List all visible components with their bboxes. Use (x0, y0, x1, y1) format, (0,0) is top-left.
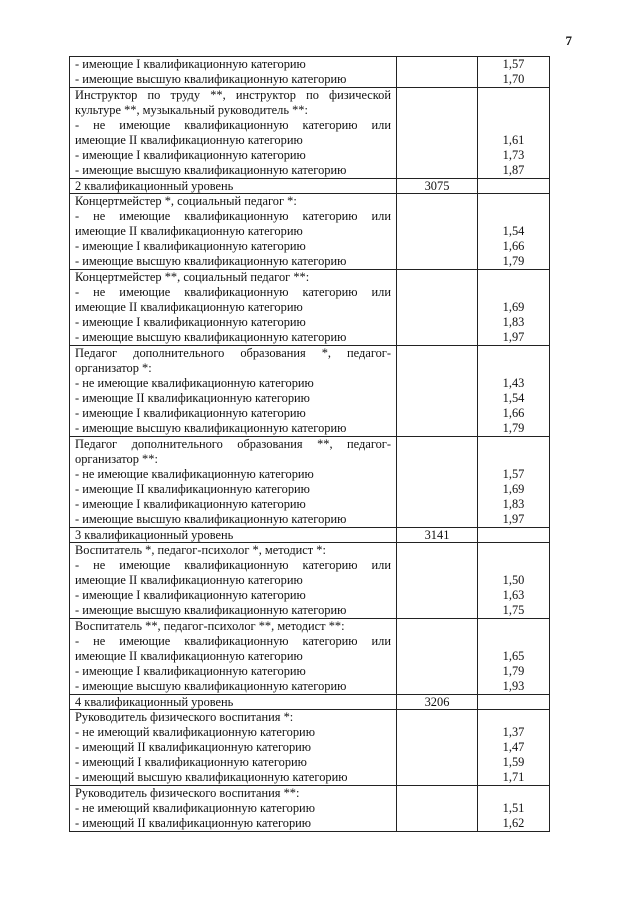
coefficient-cell (478, 88, 550, 179)
category-line: - имеющий высшую квалификационную категорию (75, 770, 348, 784)
coefficient-value: 1,83 (502, 497, 525, 511)
category-line: Педагог дополнительного образования **, педагог- (75, 437, 391, 451)
category-line: - имеющие высшую квалификационную категорию (75, 163, 347, 177)
category-line: культуре **, музыкальный руководитель **: (75, 103, 308, 117)
coefficient-value: 1,79 (502, 254, 525, 268)
category-line: Инструктор по труду **, инструктор по физической (75, 88, 391, 102)
category-line: - имеющие I квалификационную категорию (75, 239, 306, 253)
coefficient-value: 1,57 (502, 57, 525, 71)
base-salary (397, 619, 478, 695)
category-line: Воспитатель *, педагог-психолог *, методист *: (75, 543, 326, 557)
category-line: - имеющие высшую квалификационную категорию (75, 512, 347, 526)
coefficient-value: 1,83 (502, 315, 525, 329)
base-salary (397, 88, 478, 179)
category-line: - имеющие I квалификационную категорию (75, 497, 306, 511)
coefficient-value (483, 543, 544, 558)
coefficient-value: 1,73 (502, 148, 525, 162)
coefficient-value: 1,57 (502, 467, 525, 481)
base-salary (397, 194, 478, 270)
category-line: - имеющие высшую квалификационную категорию (75, 679, 347, 693)
coefficient-value (483, 786, 544, 801)
position-description (70, 346, 397, 437)
coefficient-cell (478, 270, 550, 346)
category-line: - имеющие I квалификационную категорию (75, 57, 306, 71)
category-line: - не имеющий квалификационную категорию (75, 725, 315, 739)
position-group-row (70, 346, 550, 437)
category-line: - не имеющие квалификационную категорию или (75, 634, 391, 648)
category-line: - имеющие высшую квалификационную категорию (75, 603, 347, 617)
base-salary: 3075 (397, 179, 478, 194)
category-line: - не имеющие квалификационную категорию (75, 376, 314, 390)
position-group-row (70, 57, 550, 88)
category-line: - не имеющий квалификационную категорию (75, 801, 315, 815)
category-line: Воспитатель **, педагог-психолог **, методист **: (75, 619, 345, 633)
position-group-row (70, 786, 550, 832)
base-salary: 3206 (397, 695, 478, 710)
qualification-level-row (70, 528, 550, 543)
position-description (70, 543, 397, 619)
coefficient-value: 1,71 (502, 770, 525, 784)
coefficient-value: 1,43 (502, 376, 525, 390)
category-line: - имеющие I квалификационную категорию (75, 588, 306, 602)
coefficient-value (483, 452, 544, 467)
category-line: - имеющие высшую квалификационную категорию (75, 421, 347, 435)
coefficient-cell (478, 346, 550, 437)
coefficient-value (483, 710, 544, 725)
level-label: 2 квалификационный уровень (70, 179, 397, 194)
category-line: - имеющие II квалификационную категорию (75, 482, 310, 496)
base-salary (397, 543, 478, 619)
coefficient-value: 1,69 (502, 482, 525, 496)
coefficient-cell (478, 695, 550, 710)
coefficient-cell (478, 543, 550, 619)
category-line: организатор *: (75, 361, 152, 375)
coefficient-value (483, 88, 544, 103)
coefficient-cell (478, 57, 550, 88)
position-description (70, 437, 397, 528)
coefficient-value: 1,50 (502, 573, 525, 587)
category-line: - имеющие I квалификационную категорию (75, 315, 306, 329)
coefficient-value: 1,70 (502, 72, 525, 86)
position-description (70, 786, 397, 832)
coefficient-cell (478, 194, 550, 270)
coefficient-value: 1,69 (502, 300, 525, 314)
position-description (70, 194, 397, 270)
category-line: организатор **: (75, 452, 158, 466)
position-description (70, 619, 397, 695)
base-salary (397, 346, 478, 437)
category-line: - имеющие высшую квалификационную категорию (75, 72, 347, 86)
coefficient-value: 1,75 (502, 603, 525, 617)
position-group-row (70, 437, 550, 528)
coefficient-cell (478, 710, 550, 786)
level-label: 4 квалификационный уровень (70, 695, 397, 710)
coefficient-value (483, 619, 544, 634)
category-line: Концертмейстер *, социальный педагог *: (75, 194, 297, 208)
position-description (70, 88, 397, 179)
coefficient-value (483, 194, 544, 209)
coefficient-value: 1,97 (502, 512, 525, 526)
category-line: имеющие II квалификационную категорию (75, 300, 303, 314)
coefficient-value (483, 209, 544, 224)
qualification-level-row (70, 179, 550, 194)
category-line: - имеющий I квалификационную категорию (75, 755, 307, 769)
coefficient-value: 1,61 (502, 133, 525, 147)
category-line: - имеющие высшую квалификационную категорию (75, 330, 347, 344)
coefficient-cell (478, 786, 550, 832)
coefficient-value: 1,54 (502, 391, 525, 405)
page-number: 7 (565, 33, 572, 48)
category-line: имеющие II квалификационную категорию (75, 133, 303, 147)
position-group-row (70, 270, 550, 346)
coefficient-value: 1,65 (502, 649, 525, 663)
base-salary (397, 786, 478, 832)
category-line: - имеющие высшую квалификационную категорию (75, 254, 347, 268)
qualification-level-row (70, 695, 550, 710)
category-line: имеющие II квалификационную категорию (75, 224, 303, 238)
coefficient-value: 1,47 (502, 740, 525, 754)
category-line: Концертмейстер **, социальный педагог **: (75, 270, 310, 284)
base-salary (397, 270, 478, 346)
category-line: - не имеющие квалификационную категорию или (75, 285, 391, 299)
coefficient-value: 1,62 (502, 816, 525, 830)
category-line: Руководитель физического воспитания *: (75, 710, 294, 724)
coefficient-value (483, 346, 544, 361)
coefficient-value (483, 558, 544, 573)
coefficient-value: 1,79 (502, 421, 525, 435)
position-group-row (70, 194, 550, 270)
coefficient-cell (478, 619, 550, 695)
category-line: - имеющие II квалификационную категорию (75, 391, 310, 405)
coefficient-value (483, 103, 544, 118)
coefficient-value (483, 118, 544, 133)
coefficient-value (483, 634, 544, 649)
level-label: 3 квалификационный уровень (70, 528, 397, 543)
category-line: - имеющие I квалификационную категорию (75, 664, 306, 678)
category-line: - не имеющие квалификационную категорию (75, 467, 314, 481)
category-line: - имеющие I квалификационную категорию (75, 148, 306, 162)
category-line: - не имеющие квалификационную категорию или (75, 118, 391, 132)
coefficient-value (483, 285, 544, 300)
position-description (70, 710, 397, 786)
category-line: - имеющий II квалификационную категорию (75, 740, 312, 754)
category-line: имеющие II квалификационную категорию (75, 649, 303, 663)
coefficient-value (483, 437, 544, 452)
base-salary: 3141 (397, 528, 478, 543)
coefficient-cell (478, 179, 550, 194)
category-line: - не имеющие квалификационную категорию или (75, 558, 391, 572)
position-group-row (70, 710, 550, 786)
position-group-row (70, 88, 550, 179)
coefficient-value: 1,63 (502, 588, 525, 602)
coefficient-cell (478, 528, 550, 543)
coefficient-value: 1,66 (502, 239, 525, 253)
category-line: Педагог дополнительного образования *, педагог- (75, 346, 391, 360)
category-line: Руководитель физического воспитания **: (75, 786, 300, 800)
qualification-table (69, 56, 550, 832)
coefficient-value: 1,66 (502, 406, 525, 420)
coefficient-value: 1,51 (502, 801, 525, 815)
category-line: - имеющий II квалификационную категорию (75, 816, 312, 830)
category-line: - не имеющие квалификационную категорию или (75, 209, 391, 223)
base-salary (397, 710, 478, 786)
coefficient-cell (478, 437, 550, 528)
position-description (70, 270, 397, 346)
coefficient-value: 1,54 (502, 224, 525, 238)
position-group-row (70, 543, 550, 619)
coefficient-value: 1,37 (502, 725, 525, 739)
base-salary (397, 437, 478, 528)
base-salary (397, 57, 478, 88)
coefficient-value: 1,87 (502, 163, 525, 177)
coefficient-value (483, 270, 544, 285)
coefficient-value: 1,79 (502, 664, 525, 678)
coefficient-value (483, 361, 544, 376)
position-group-row (70, 619, 550, 695)
position-description (70, 57, 397, 88)
coefficient-value: 1,93 (502, 679, 525, 693)
category-line: - имеющие I квалификационную категорию (75, 406, 306, 420)
coefficient-value: 1,59 (502, 755, 525, 769)
category-line: имеющие II квалификационную категорию (75, 573, 303, 587)
coefficient-value: 1,97 (502, 330, 525, 344)
